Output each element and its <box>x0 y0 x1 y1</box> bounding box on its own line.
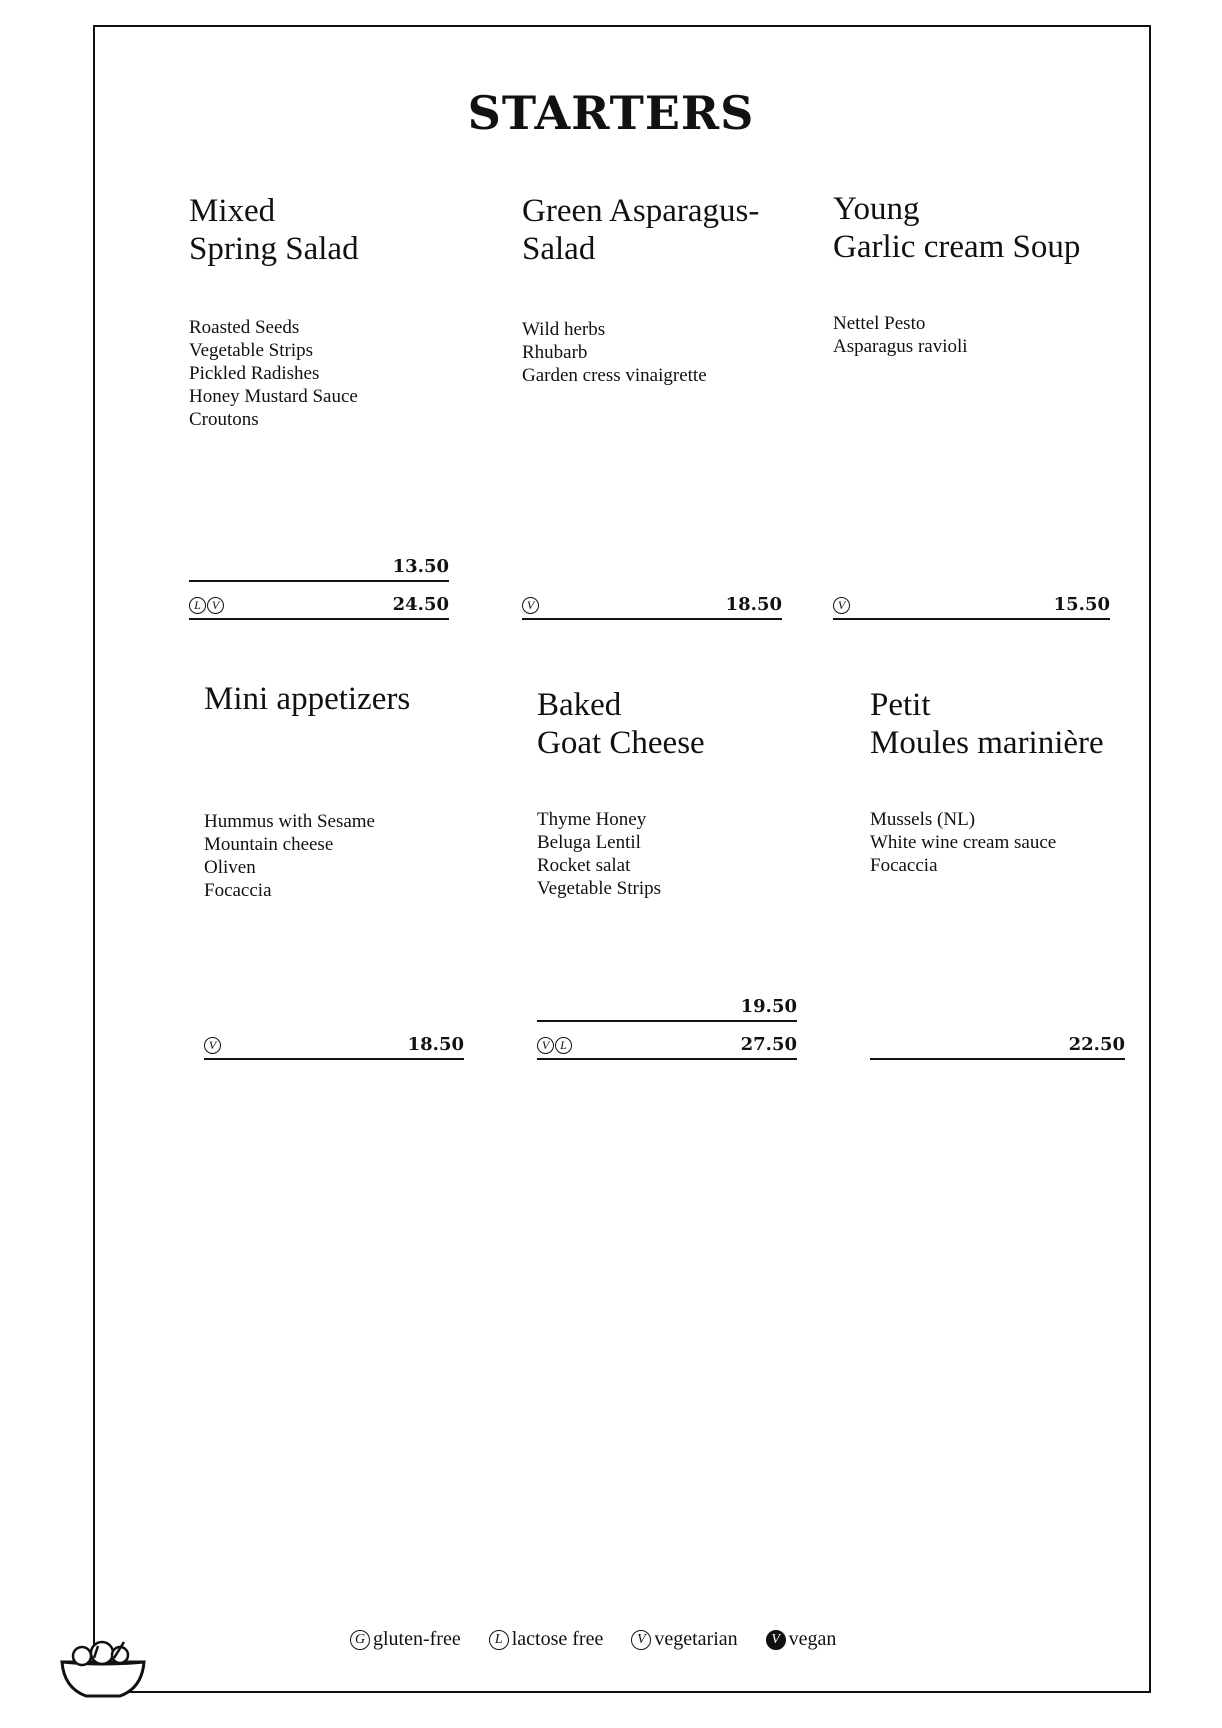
price: 18.50 <box>407 1034 464 1055</box>
price-row <box>189 590 449 620</box>
menu-item-mixed-spring-salad <box>189 192 451 615</box>
price-row-small <box>189 552 449 582</box>
price-small: 19.50 <box>740 996 797 1017</box>
gluten-free-icon: G <box>350 1630 370 1650</box>
menu-item-green-asparagus-salad <box>522 192 784 615</box>
vegetarian-icon: V <box>537 1037 554 1054</box>
item-name: Young Garlic cream Soup <box>833 191 1081 265</box>
lactose-free-icon: L <box>555 1037 572 1054</box>
page-title: STARTERS <box>467 86 755 140</box>
price: 24.50 <box>392 594 449 615</box>
item-description: Mussels (NL) White wine cream sauce Focaccia <box>870 809 1057 876</box>
diet-tags <box>204 1037 221 1054</box>
diet-tags <box>522 597 539 614</box>
price: 15.50 <box>1053 594 1110 615</box>
item-description: Roasted Seeds Vegetable Strips Pickled Radishes Honey Mustard Sauce Croutons <box>189 317 358 430</box>
legend-vegetarian: V vegetarian <box>631 1628 737 1651</box>
price-row <box>833 590 1110 620</box>
menu-item-young-garlic-cream-soup <box>833 190 1110 615</box>
salad-bowl-icon <box>58 1636 148 1702</box>
diet-tags <box>537 1037 572 1054</box>
vegan-icon: V <box>766 1630 786 1650</box>
item-description: Thyme Honey Beluga Lentil Rocket salat Vegetable Strips <box>537 809 662 899</box>
price-row <box>522 590 782 620</box>
menu-item-petit-moules-mariniere <box>870 686 1130 1055</box>
price-row <box>204 1030 464 1060</box>
price-small: 13.50 <box>392 556 449 577</box>
vegetarian-icon: V <box>631 1630 651 1650</box>
legend-lactose-free: L lactose free <box>489 1628 604 1651</box>
diet-tags <box>189 597 224 614</box>
price: 22.50 <box>1068 1034 1125 1055</box>
item-name: Mixed Spring Salad <box>189 193 359 267</box>
item-name: Petit Moules marinière <box>870 687 1104 761</box>
item-description: Wild herbs Rhubarb Garden cress vinaigrette <box>522 319 707 386</box>
item-description: Nettel Pesto Asparagus ravioli <box>833 313 968 357</box>
diet-tags <box>833 597 850 614</box>
price: 18.50 <box>725 594 782 615</box>
legend-vegan: V vegan <box>766 1628 837 1651</box>
legend-gluten-free: G gluten-free <box>350 1628 461 1651</box>
lactose-free-icon: L <box>489 1630 509 1650</box>
item-description: Hummus with Sesame Mountain cheese Oliven Focaccia <box>204 811 375 901</box>
price-row <box>537 1030 797 1060</box>
price-row-small <box>537 992 797 1022</box>
menu-item-baked-goat-cheese <box>537 686 799 1055</box>
menu-item-mini-appetizers <box>204 680 466 1055</box>
item-name: Baked Goat Cheese <box>537 687 705 761</box>
price: 27.50 <box>740 1034 797 1055</box>
diet-legend <box>350 1628 836 1651</box>
price-row <box>870 1030 1125 1060</box>
vegetarian-icon: V <box>207 597 224 614</box>
vegetarian-icon: V <box>204 1037 221 1054</box>
vegetarian-icon: V <box>522 597 539 614</box>
item-name: Green Asparagus- Salad <box>522 193 760 267</box>
vegetarian-icon: V <box>833 597 850 614</box>
lactose-free-icon: L <box>189 597 206 614</box>
item-name: Mini appetizers <box>204 681 411 717</box>
